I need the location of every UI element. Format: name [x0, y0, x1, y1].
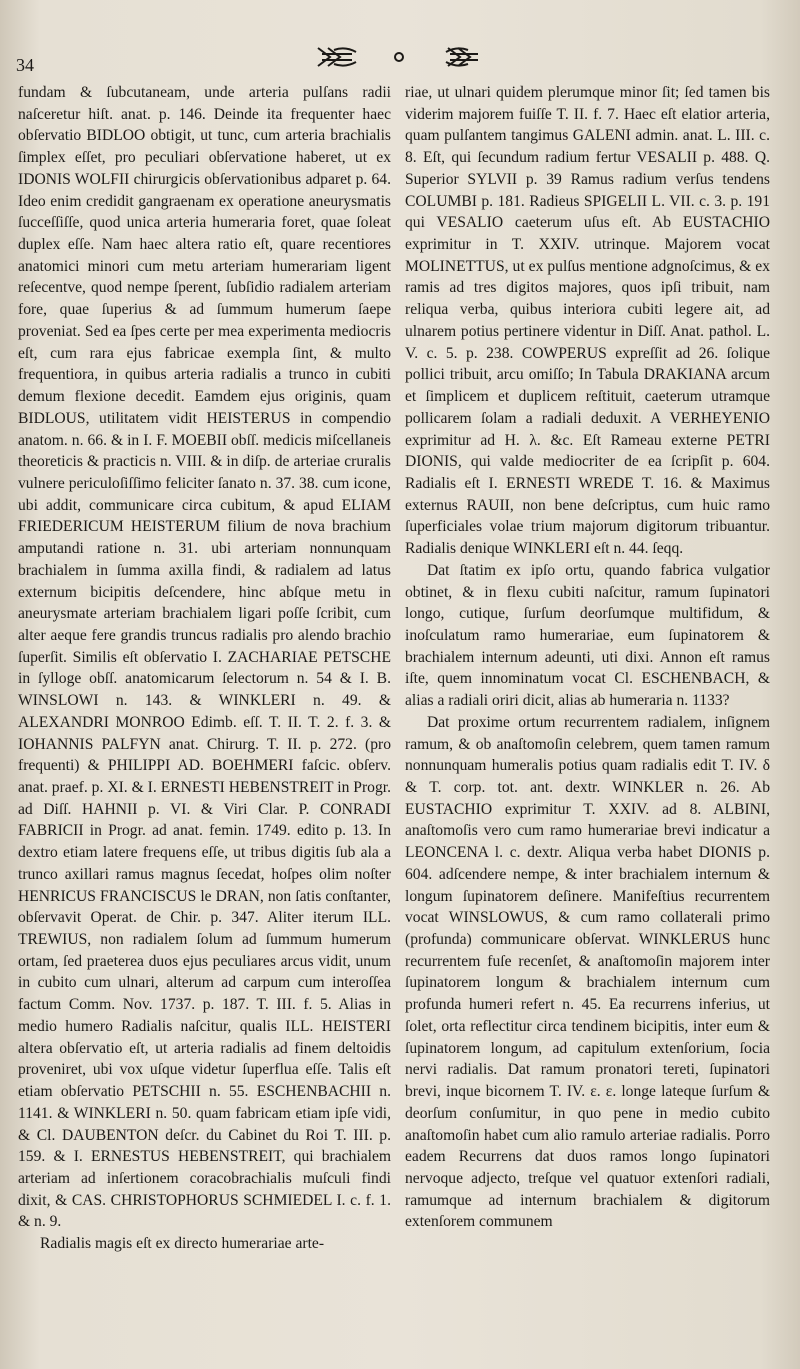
left-column — [18, 82, 391, 1255]
paragraph: Radialis magis eſt ex directo humerariae arte- — [40, 1235, 325, 1253]
paragraph: fundam & ſubcutaneam, unde arteria pulſans radii naſceretur hiſt. anat. p. 146. Deinde ita frequenter haec obſervatio BIDLOO obtigit, ut tunc, cum arteria brachialis ſimplex eſſet, pro peculiari obſervatione haberet, ut ex IDONIS WOLFII chirurgicis obſervationibus adparet p. 64. Ideo enim credidit gangraenam ex operatione aneurysmatis ſucceſſiſſe, quod unica arteria humeraria foret, quae ſoleat duplex eſſe. Nam haec altera ratio eſt, quare recentiores anatomici minori cum metu arteriam humerariam ligent reſecentve, quod nempe ſperent, ſubſidio radialem arteriam fore, quae ſuperius & ad ſummum humerum ſaepe proveniat. Sed ea ſpes certe per mea experimenta mediocris eſt, cum rara ejus fabricae exempla ſint, & multo frequentiora, in quibus arteria radialis a trunco in cubiti demum flexione decedit. Eamdem ejus originis, quam BIDLOUS, utilitatem vidit HEISTERUS in compendio anatom. n. 66. & in I. F. MOEBII obſſ. medicis miſcellaneis theoreticis & practicis n. VIII. & in diſp. de arteriae cruralis vulnere periculoſiſſimo feliciter ſanato n. 37. 38. cum icone, ubi addit, communicare circa cubitum, & apud ELIAM FRIEDERICUM HEISTERUM filium de nova brachium amputandi ratione n. 31. ubi arteriam nonnunquam brachialem in ſumma axilla findi, & radialem ad latus externum bicipitis deſcendere, hinc abſque metu in aneurysmate arteriam brachialem ligari poſſe ſcribit, cum alter aeque fere grandis truncus radialis pro alendo brachio ſuperſit. Similis eſt obſervatio I. ZACHARIAE PETSCHE in ſylloge obſſ. anatomicarum ſelectorum n. 54 & I. B. WINSLOWI n. 143. & WINKLERI n. 49. & ALEXANDRI MONROO Edimb. eſſ. T. II. T. 2. f. 3. & IOHANNIS PALFYN anat. Chirurg. T. II. p. 272. (pro frequenti) & PHILIPPI AD. BOEHMERI faſcic. obſerv. anat. praef. p. XI. & I. ERNESTI HEBENSTREIT in Progr. ad Diſſ. HAHNII p. VI. & Viri Clar. P. CONRADI FABRICII in Progr. ad anat. femin. 1749. edito p. 13. In dextro etiam latere frequens eſſe, ut tribus digitis ſub ala a trunco axillari ramus magnus ſecedat, hoſpes olim noſter HENRICUS FRANCISCUS le DRAN, non ſatis conſtanter, obſervavit Operat. de Chir. p. 347. Aliter iterum ILL. TREWIUS, non radialem ſolum ad ſummum humerum ortam, ſed praeterea duos ejus peculiares arcus vidit, unum in cubito cum ulnari, alterum ad carpum cum interoſſea factum Comm. Nov. 1737. p. 187. T. III. f. 5. Alias in medio humero Radialis naſcitur, qualis ILL. HEISTERI altera obſervatio eſt, ut arteria radialis ad finem deltoidis proveniret, ubi vox uſque videtur ſuperflua eſſe. Talis eſt etiam obſervatio PETSCHII n. 55. ESCHENBACHII n. 1141. & WINKLERI n. 50. quam fabricam etiam ipſe vidi, & Cl. DAUBENTON deſcr. du Cabinet du Roi T. III. p. 159. & I. ERNESTUS HEBENSTREIT, qui brachialem arteriam ad inſertionem coracobrachialis muſculi findi dixit, & CAS. CHRISTOPHORUS SCHMIEDEL I. c. f. 1. & n. 9. — [18, 84, 391, 1231]
paragraph: riae, ut ulnari quidem plerumque minor ſit; ſed tamen bis viderim majorem fuiſſe T. II. f. 7. Haec eſt elatior arteria, quam pulſantem tangimus GALENI admin. anat. L. III. c. 8. Eſt, qui ſecundum radium fertur VESALII p. 488. Q. Superior SYLVII p. 39 Ramus radium verſus tendens COLUMBI p. 181. Radieus SPIGELII L. VII. c. 3. p. 191 qui VESALIO caeterum uſus eſt. Ab EUSTACHIO exprimitur in T. XXIV. utrinque. Majorem vocat MOLINETTUS, ut ex pulſus mentione adgnoſcimus, & ex ramis ad tres digitos majores, quos ipſi tribuit, nam reliqua verba, quibus interiora cubiti legere ait, ad ulnarem potius pertinere videntur in Diſſ. Anat. pathol. L. V. c. 5. p. 238. COWPERUS expreſſit ad 26. ſolique pollici tribuit, arcu omiſſo; In Tabula DRAKIANA arcum et ſimplicem et duplicem reſtituit, caeterum utramque pollicarem ſolam a radiali deduxit. A VERHEYENIO exprimitur ad H. λ. &c. Eſt Rameau externe PETRI DIONIS, qui valde mediocriter de ea ſcripſit p. 604. Radialis eſt I. ERNESTI WREDE T. 16. & Maximus externus RAUII, non bene deſcriptus, cum huic ramo ſuperficiales volae trium majorum digitorum tribuantur. Radialis denique WINKLERI eſt n. 44. ſeqq. — [405, 84, 770, 558]
header-ornament-icon — [0, 42, 800, 72]
paragraph: Dat ſtatim ex ipſo ortu, quando fabrica vulgatior obtinet, & in flexu cubiti naſcitur, ramum ſupinatori longo, cutique, ſurſum deorſumque multifidum, & inoſculatum ramo humerariae, eum ſupinatorem & brachialem internum adeunti, uti dixi. Annon eſt ramus iſte, quem innominatum vocat Cl. ESCHENBACH, & alias a radiali oriri dicit, alias ab humeraria n. 1133? — [405, 561, 770, 710]
right-column — [405, 82, 770, 1233]
page-number: 34 — [16, 55, 34, 75]
paragraph: Dat proxime ortum recurrentem radialem, inſignem ramum, & ob anaſtomoſin celebrem, quem tamen ramum nonnunquam humeralis potius quam radialis edit T. IV. δ & T. corp. tot. ant. dextr. WINKLER n. 26. Ab EUSTACHIO exprimitur T. XXIV. ad 8. ALBINI, anaſtomoſis vero cum ramo humerariae brevi indicatur a LEONCENA l. c. dextr. Aliqua verba habet DIONIS p. 604. adſcendere nempe, & inter brachialem internum & longum ſupinatorem deſinere. Manifeſtius recurrentem vocat WINSLOWUS, & cum ramo collaterali primo (profunda) communicare obſervat. WINKLERUS hunc recurrentem fuſe recenſet, & anaſtomoſin majorem inter ſupinatorem longum & brachialem internum cum profunda humeri refert n. 45. Ea recurrens inferius, ut ſolet, orta reflectitur circa tendinem bicipitis, inter eum & ſupinatorem longum, ad capitulum extenſorium, ſocia nervi radialis. Dat ramum pronatori tereti, ſupinatori brevi, inque bicornem T. IV. ε. ε. longe lateque ſurſum & deorſum conſumitur, in quo pene in medio cubito anaſtomoſin habet cum alio ramulo arteriae radialis. Porro eadem Recurrens dat duos ramos longo ſupinatori nervoque adjecto, treſque vel quatuor extenſori radiali, ramumque ad internum brachialem & digitorum extenſorem communem — [405, 713, 770, 1231]
